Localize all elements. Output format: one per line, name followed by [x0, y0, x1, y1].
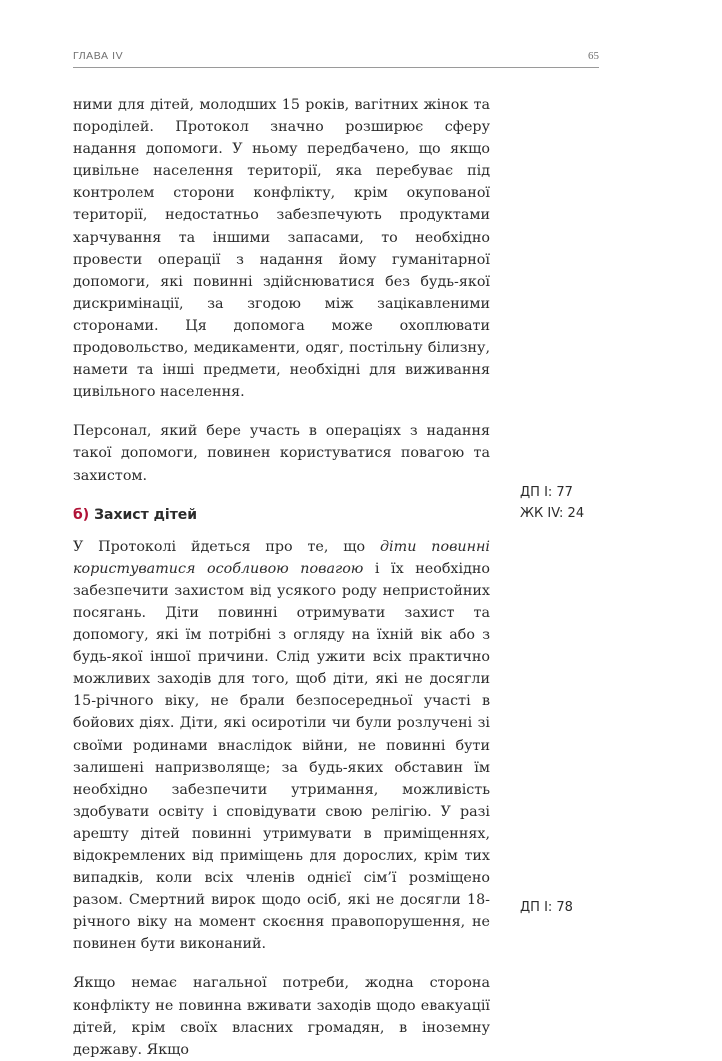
running-header [73, 47, 599, 68]
margin-ref-ap1-78: ДП I: 78 [520, 900, 573, 915]
paragraph-evacuation: Якщо немає нагальної потреби, жодна сторона конфлікту не повинна вживати заходів щодо евакуації дітей, крім своїх власних громадян, в іноземну державу. Якщо [73, 975, 490, 1058]
section-title: Захист дітей [94, 506, 198, 523]
paragraph-child-protection-start: У Протоколі йдеться про те, що [73, 538, 380, 555]
paragraph-child-protection [73, 536, 490, 956]
page-number: 65 [588, 50, 599, 62]
margin-reference-1 [520, 482, 584, 524]
paragraph-humanitarian-aid: ними для дітей, молодших 15 років, вагітних жінок та породілей. Протокол значно розширює сферу надання допомоги. У ньому передбачено, що якщо цивільне населення території, яка перебуває під контролем сторони конфлікту, крім окупованої території, недостатньо забезпечують продуктами харчування та іншими запасами, то необхідно провести операції з надання йому гуманітарної допомоги, які повинні здійснюватися без будь-якої дискримінації, за згодою між зацікавленими сторонами. Ця допомога може охоплювати продовольство, медикаменти, одяг, постільну білизну, намети та інші предмети, необхідні для виживання цивільного населення. [73, 97, 490, 401]
margin-reference-2 [520, 897, 573, 918]
paragraph-child-protection-rest: і їх необхідно забезпечити захистом від усякого роду непристойних посягань. Діти повинні отримувати захист та допомогу, які їм потрібні з огляду на їхній вік або з будь-якої іншої причини. Слід ужити всіх практично можливих заходів для того, щоб діти, які не досягли 15-річного віку, не брали безпосередньої участі в бойових діях. Діти, які осиротіли чи були розлучені зі своїми родинами внаслідок війни, не повинні бути залишені напризволяще; за будь-яких обставин їм необхідно забезпечити утримання, можливість здобувати освіту і сповідувати свою релігію. У разі арешту дітей повинні утримувати в приміщеннях, відокремлених від приміщень для дорослих, крім тих випадків, коли всіх членів однієї сім’ї розміщено разом. Смертний вирок щодо осіб, які не досягли 18-річного віку на момент скоєння правопорушення, не повинен бути виконаний. [73, 560, 491, 953]
paragraph-aid-personnel: Персонал, який бере участь в операціях з надання такої допомоги, повинен користуватися повагою та захистом. [73, 423, 490, 484]
margin-ref-ap1-77: ДП I: 77 [520, 485, 573, 500]
main-text-column [73, 94, 490, 1061]
section-heading [73, 504, 490, 526]
emphasis-special-respect: діти повинні користуватися особливою повагою [73, 538, 491, 577]
chapter-label: ГЛАВА IV [73, 50, 124, 62]
margin-ref-gc4-24: ЖК IV: 24 [520, 506, 585, 521]
section-letter: б) [73, 506, 90, 523]
